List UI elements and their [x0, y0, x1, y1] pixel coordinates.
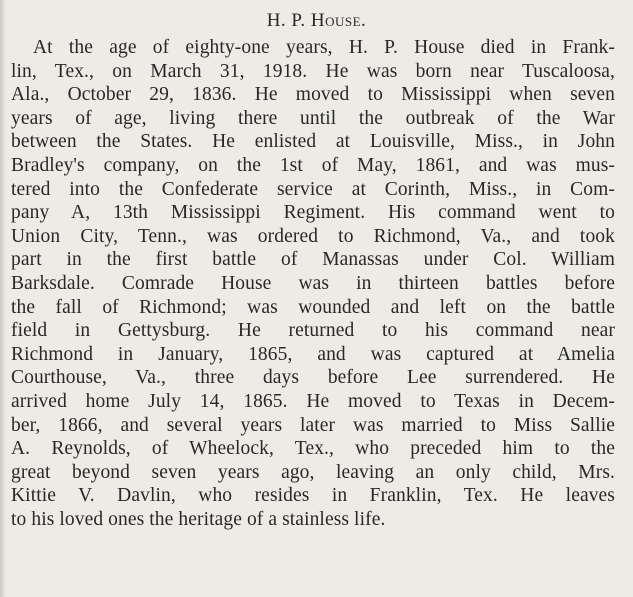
- body-line: lin, Tex., on March 31, 1918. He was born near Tuscaloosa,: [11, 60, 615, 82]
- body-line: Bradley's company, on the 1st of May, 1861, and was mus-: [11, 154, 615, 176]
- body-line: tered into the Confederate service at Corinth, Miss., in Com-: [11, 178, 615, 200]
- body-line: A. Reynolds, of Wheelock, Tex., who preceded him to the: [11, 438, 615, 460]
- body-line: between the States. He enlisted at Louisville, Miss., in John: [11, 131, 615, 153]
- body-line: pany A, 13th Mississippi Regiment. His command went to: [11, 202, 615, 224]
- body-line: arrived home July 14, 1865. He moved to Texas in Decem-: [11, 390, 615, 412]
- body-line: Barksdale. Comrade House was in thirteen battles before: [11, 272, 615, 294]
- body-line: part in the first battle of Manassas under Col. William: [11, 249, 615, 271]
- body-line: to his loved ones the heritage of a stainless life.: [11, 508, 386, 530]
- body-line: great beyond seven years ago, leaving an only child, Mrs.: [11, 461, 615, 483]
- body-line: field in Gettysburg. He returned to his command near: [11, 320, 615, 342]
- body-line: ber, 1866, and several years later was married to Miss Sallie: [11, 414, 615, 436]
- body-line: Ala., October 29, 1836. He moved to Mississippi when seven: [11, 84, 615, 106]
- article-title: H. P. House.: [266, 10, 367, 31]
- scan-edge-shadow: [0, 0, 6, 597]
- body-line: Kittie V. Davlin, who resides in Franklin, Tex. He leaves: [11, 485, 615, 507]
- body-line: At the age of eighty-one years, H. P. House died in Frank-: [33, 37, 615, 58]
- body-line: Union City, Tenn., was ordered to Richmond, Va., and took: [11, 225, 615, 247]
- body-line: the fall of Richmond; was wounded and left on the battle: [11, 296, 615, 318]
- body-line: Courthouse, Va., three days before Lee surrendered. He: [11, 367, 615, 389]
- article-body: [11, 36, 615, 531]
- body-line: Richmond in January, 1865, and was captured at Amelia: [11, 343, 615, 365]
- body-line: years of age, living there until the outbreak of the War: [11, 107, 615, 129]
